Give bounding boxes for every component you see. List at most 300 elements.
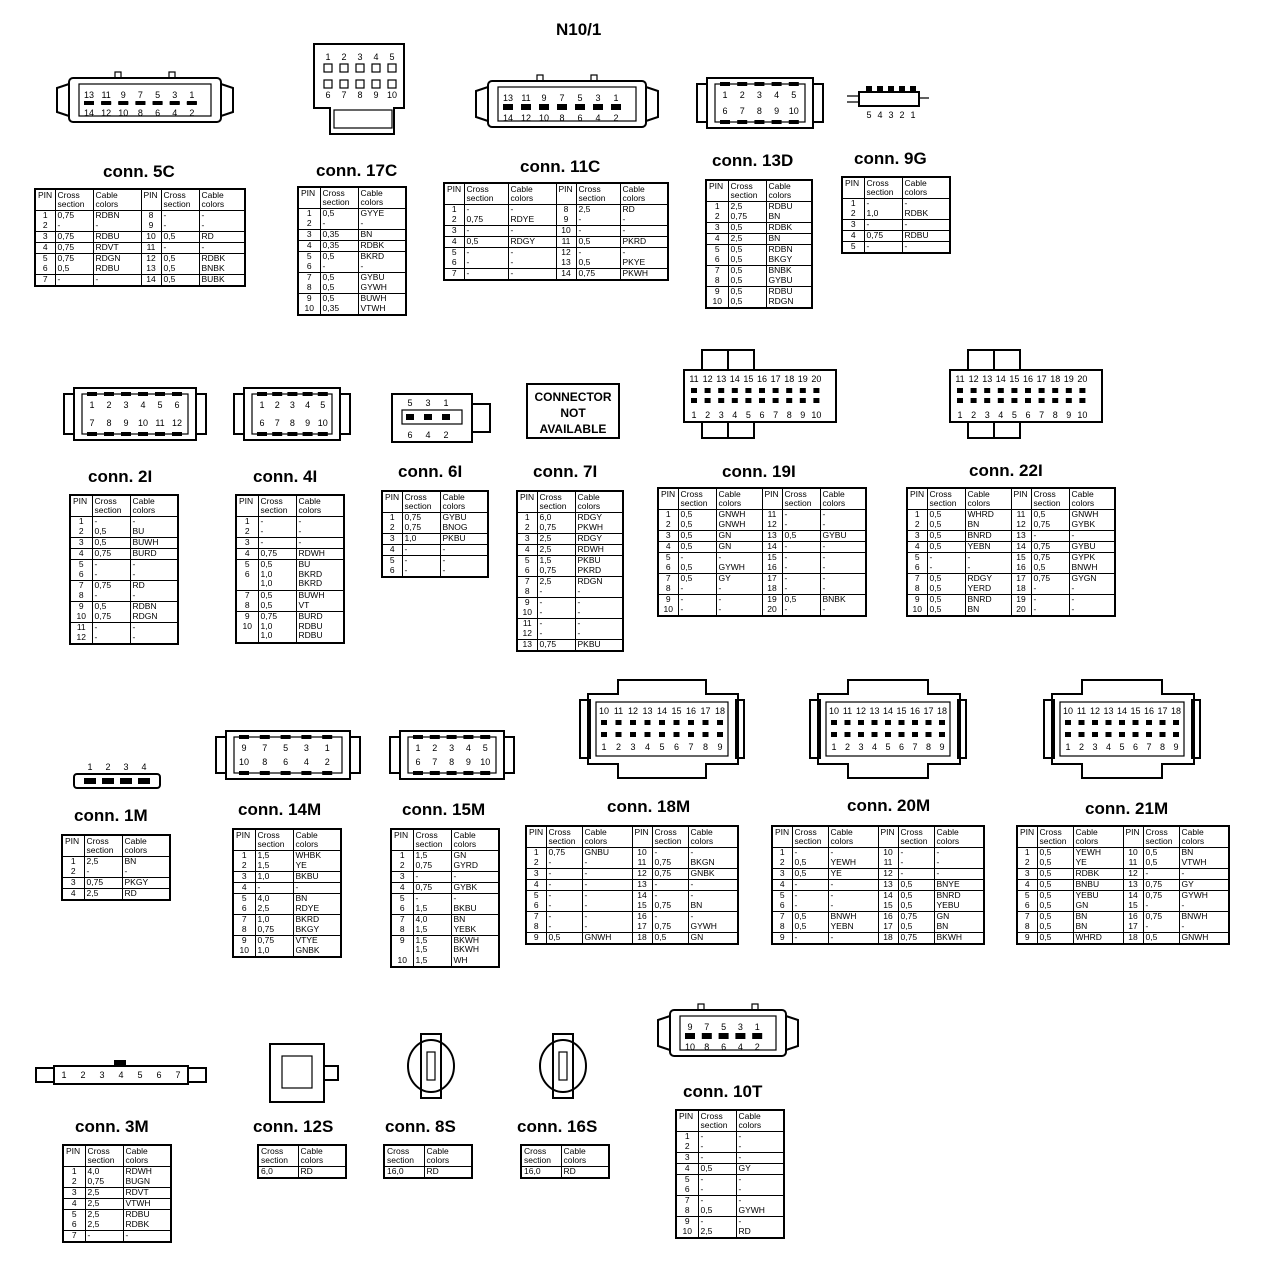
cross-section-cell: 1,5 bbox=[413, 956, 451, 967]
pin-contact bbox=[813, 398, 819, 403]
cable-color-cell: PKWH bbox=[575, 523, 623, 534]
pin-contact bbox=[575, 104, 585, 107]
cable-color-cell: - bbox=[820, 584, 866, 595]
pin-number-label: 3 bbox=[718, 410, 724, 420]
cable-color-cell: GNWH bbox=[716, 520, 762, 531]
cross-section-header: Cross section bbox=[258, 495, 296, 517]
pin-number-label: 13 bbox=[642, 706, 653, 716]
table-row bbox=[63, 1210, 171, 1221]
cable-colors-header: Cable colors bbox=[766, 180, 812, 202]
pin-number: 2 bbox=[382, 523, 402, 534]
cable-colors-header: Cable colors bbox=[1073, 826, 1123, 848]
cable-color-cell: - bbox=[820, 574, 866, 585]
cross-section-cell: - bbox=[898, 869, 934, 880]
cable-colors-header: Cable colors bbox=[451, 829, 499, 851]
pin-contact bbox=[138, 392, 148, 396]
pin-number: 3 bbox=[444, 226, 464, 237]
pin-number-label: 6 bbox=[415, 757, 421, 767]
cable-color-cell: GNWH bbox=[716, 510, 762, 521]
cross-section-cell: 2,5 bbox=[537, 534, 575, 545]
cross-section-cell: 1,5 bbox=[413, 925, 451, 936]
pin-header: PIN bbox=[391, 829, 413, 851]
pin-number: 9 bbox=[391, 936, 413, 957]
table-row bbox=[517, 640, 623, 652]
cross-section-cell: 0,75 bbox=[1031, 542, 1069, 553]
cable-color-cell: GY bbox=[1179, 880, 1229, 891]
table-row bbox=[706, 202, 812, 213]
pin-number-label: 5 bbox=[791, 90, 797, 100]
cable-color-cell: RDVT bbox=[123, 1188, 171, 1199]
pin-number-label: 6 bbox=[156, 1070, 162, 1080]
pin-contact bbox=[539, 107, 549, 110]
table-row bbox=[382, 566, 488, 577]
cross-section-cell: 2,5 bbox=[85, 1188, 123, 1199]
cross-section-header: Cross section bbox=[678, 488, 716, 510]
table-row bbox=[236, 538, 344, 549]
pin-number: 7 bbox=[1017, 912, 1037, 923]
pin-contact bbox=[521, 104, 531, 107]
cross-section-cell: 0,5 bbox=[1037, 858, 1073, 869]
pin-number: 3 bbox=[676, 1153, 698, 1164]
pin-contact bbox=[1119, 720, 1125, 725]
table-row bbox=[233, 904, 341, 915]
cross-section-cell: 0,75 bbox=[652, 858, 688, 869]
pin-number: 12 bbox=[556, 248, 576, 259]
pin-contact bbox=[691, 388, 697, 393]
cross-section-cell: - bbox=[652, 912, 688, 923]
table-row bbox=[298, 219, 406, 230]
cable-color-cell: GYBU bbox=[1069, 542, 1115, 553]
table-row bbox=[706, 212, 812, 223]
cable-color-cell: RDBU bbox=[766, 287, 812, 298]
pin-number-label: 7 bbox=[432, 757, 438, 767]
pin-contact bbox=[281, 735, 291, 739]
cross-section-cell: - bbox=[402, 566, 440, 577]
cross-section-cell: - bbox=[864, 242, 902, 254]
table-row bbox=[676, 1196, 784, 1207]
cable-colors-header: Cable colors bbox=[440, 491, 488, 513]
pin-contact bbox=[601, 732, 607, 737]
pin-number: 1 bbox=[526, 848, 546, 859]
cable-color-cell: RD bbox=[122, 889, 170, 901]
cross-section-cell: 0,5 bbox=[782, 595, 820, 606]
cable-color-cell: - bbox=[122, 867, 170, 878]
connector-drawing bbox=[406, 1030, 456, 1102]
cross-section-cell: - bbox=[698, 1185, 736, 1196]
table-row bbox=[444, 269, 668, 281]
table-row bbox=[70, 570, 178, 581]
cross-section-cell: - bbox=[652, 880, 688, 891]
pin-contact bbox=[957, 388, 963, 393]
pin-number-label: 14 bbox=[882, 706, 894, 716]
pin-number-label: 9 bbox=[465, 757, 471, 767]
cable-color-cell: BUWH bbox=[358, 294, 406, 305]
cable-color-cell: RDBK bbox=[199, 254, 245, 265]
table-row bbox=[391, 956, 499, 967]
pin-number: 1 bbox=[236, 517, 258, 528]
pin-contact bbox=[413, 735, 423, 739]
table-row bbox=[70, 549, 178, 560]
pin-contact bbox=[172, 392, 182, 396]
cable-color-cell: YEWH bbox=[1073, 848, 1123, 859]
pin-header: PIN bbox=[1123, 826, 1143, 848]
pin-number-label: 1 bbox=[61, 1070, 67, 1080]
pin-number-label: 4 bbox=[871, 742, 878, 752]
cross-section-cell: 0,5 bbox=[320, 252, 358, 263]
table-row bbox=[298, 252, 406, 263]
pin-contact bbox=[187, 102, 197, 105]
pin-contact bbox=[1119, 732, 1125, 737]
cross-section-cell: 0,5 bbox=[728, 223, 766, 234]
cable-color-cell: - bbox=[358, 262, 406, 273]
pin-contact bbox=[1039, 398, 1045, 403]
pin-contact bbox=[899, 720, 905, 725]
pin-number: 8 bbox=[772, 922, 792, 933]
pin-number-label: 10 bbox=[238, 757, 250, 767]
pin-number: 11 bbox=[556, 237, 576, 248]
pin-number-label: 6 bbox=[325, 90, 331, 100]
pin-contact bbox=[84, 778, 96, 784]
pin-contact bbox=[912, 732, 918, 737]
pin-contact bbox=[702, 1033, 712, 1036]
pin-number-label: 6 bbox=[898, 742, 905, 752]
cross-section-cell: 2,5 bbox=[728, 234, 766, 245]
pin-number-label: 2 bbox=[324, 757, 330, 767]
cable-color-cell: - bbox=[934, 858, 984, 869]
pin-number-label: 10 bbox=[386, 90, 398, 100]
cross-section-cell: - bbox=[782, 605, 820, 616]
pin-contact bbox=[971, 398, 977, 403]
connector-drawing bbox=[55, 70, 235, 130]
cross-section-cell: - bbox=[320, 262, 358, 273]
pin-contact bbox=[1025, 398, 1031, 403]
cross-section-cell: 0,75 bbox=[1031, 520, 1069, 531]
cable-color-cell: GNBU bbox=[582, 848, 632, 859]
pin-number-label: 1 bbox=[957, 410, 963, 420]
pin-number: 11 bbox=[1123, 858, 1143, 869]
pin-number: 5 bbox=[444, 248, 464, 259]
connector-title: conn. 13D bbox=[712, 151, 794, 170]
cross-section-cell: - bbox=[927, 553, 965, 564]
cable-colors-header: Cable colors bbox=[620, 183, 668, 205]
pin-number-label: 7 bbox=[739, 106, 745, 116]
pin-number-label: 5 bbox=[389, 52, 395, 62]
cross-section-cell: - bbox=[92, 591, 130, 602]
cable-color-cell: PKBU bbox=[575, 556, 623, 567]
cross-section-cell: 0,75 bbox=[258, 612, 296, 623]
cable-colors-header: Cable colors bbox=[902, 177, 950, 199]
pin-number-label: 7 bbox=[137, 90, 143, 100]
pin-header: PIN bbox=[632, 826, 652, 848]
table-row bbox=[62, 867, 170, 878]
pin-number: 11 bbox=[878, 858, 898, 869]
cross-section-cell: - bbox=[413, 872, 451, 883]
cross-section-cell: - bbox=[698, 1175, 736, 1186]
table-row bbox=[236, 612, 344, 623]
pin-number-label: 5 bbox=[577, 93, 583, 103]
cross-section-cell: 0,5 bbox=[792, 858, 828, 869]
cross-section-cell: - bbox=[92, 623, 130, 634]
cable-color-cell: RDGN bbox=[130, 612, 178, 623]
pin-number: 9 bbox=[907, 595, 927, 606]
cable-color-cell: PKBU bbox=[575, 640, 623, 652]
pin-number-label: 8 bbox=[1052, 410, 1058, 420]
connector-title: conn. 3M bbox=[75, 1117, 149, 1136]
pin-number: 4 bbox=[706, 234, 728, 245]
pin-number: 9 bbox=[772, 933, 792, 945]
pin-contact bbox=[430, 771, 440, 775]
table-row bbox=[658, 531, 866, 542]
pin-header: PIN bbox=[842, 177, 864, 199]
cable-color-cell: - bbox=[130, 591, 178, 602]
table-row bbox=[298, 241, 406, 252]
cross-section-cell: 0,5 bbox=[678, 531, 716, 542]
cable-color-cell: - bbox=[736, 1217, 784, 1228]
cross-section-cell: 0,75 bbox=[652, 901, 688, 912]
cross-section-cell: 1,5 bbox=[255, 851, 293, 862]
pin-number-label: 7 bbox=[1039, 410, 1045, 420]
pin-number: 1 bbox=[382, 513, 402, 524]
cross-section-cell: 0,5 bbox=[1143, 858, 1179, 869]
cross-section-cell: 0,5 bbox=[1031, 563, 1069, 574]
cable-color-cell: BKBU bbox=[451, 904, 499, 915]
pin-number: 4 bbox=[842, 231, 864, 242]
connector-drawing bbox=[232, 382, 352, 446]
pin-number-label: 2 bbox=[443, 430, 449, 440]
pin-number-label: 3 bbox=[858, 742, 864, 752]
pin-table bbox=[516, 490, 624, 652]
cross-section-header: Cross section bbox=[537, 491, 575, 513]
pin-contact bbox=[301, 735, 311, 739]
cable-color-cell: - bbox=[199, 211, 245, 222]
cable-color-cell: - bbox=[440, 566, 488, 577]
cross-section-cell: - bbox=[792, 880, 828, 891]
cable-color-cell: - bbox=[620, 215, 668, 226]
cable-color-cell: - bbox=[582, 912, 632, 923]
cable-color-cell: YE bbox=[293, 861, 341, 872]
cable-color-cell: - bbox=[820, 510, 866, 521]
cross-section-cell: 1,0 bbox=[864, 209, 902, 220]
cable-color-cell: - bbox=[130, 560, 178, 571]
pin-number: 12 bbox=[632, 869, 652, 880]
cross-section-cell: 0,75 bbox=[55, 232, 93, 243]
connector-drawing bbox=[388, 725, 516, 785]
table-row bbox=[526, 901, 738, 912]
pin-number: 2 bbox=[233, 861, 255, 872]
cable-color-cell: - bbox=[934, 848, 984, 859]
cable-color-cell: BU bbox=[130, 527, 178, 538]
pin-number: 1 bbox=[658, 510, 678, 521]
table-row bbox=[526, 848, 738, 859]
cable-color-cell: BUBK bbox=[199, 275, 245, 287]
cross-section-cell: 0,5 bbox=[320, 283, 358, 294]
pin-contact bbox=[735, 1036, 745, 1039]
cable-color-cell: - bbox=[736, 1175, 784, 1186]
cross-section-cell: 1,5 bbox=[413, 851, 451, 862]
cable-color-cell: - bbox=[582, 901, 632, 912]
cable-color-cell: - bbox=[736, 1142, 784, 1153]
table-row bbox=[391, 861, 499, 872]
pin-contact bbox=[155, 392, 165, 396]
table-row bbox=[70, 612, 178, 623]
pin-number: 1 bbox=[298, 209, 320, 220]
pin-number: 12 bbox=[762, 520, 782, 531]
cross-section-cell: 0,5 bbox=[927, 531, 965, 542]
cable-color-cell: - bbox=[130, 570, 178, 581]
pin-number-label: 10 bbox=[118, 108, 129, 118]
cable-colors-header: Cable colors bbox=[965, 488, 1011, 510]
pin-number-label: 4 bbox=[644, 742, 651, 752]
pin-number: 9 bbox=[141, 221, 161, 232]
cross-section-cell: - bbox=[464, 226, 508, 237]
pin-contact bbox=[322, 771, 332, 775]
pin-number: 7 bbox=[526, 912, 546, 923]
cross-section-cell: 0,75 bbox=[402, 513, 440, 524]
pin-number-label: 1 bbox=[325, 52, 331, 62]
pin-number: 1 bbox=[907, 510, 927, 521]
table-row bbox=[772, 848, 984, 859]
pin-contact bbox=[447, 735, 457, 739]
table-row bbox=[706, 223, 812, 234]
cross-section-cell: - bbox=[782, 574, 820, 585]
pin-table bbox=[257, 1144, 347, 1179]
pin-number: 11 bbox=[70, 623, 92, 634]
cross-section-cell: 0,75 bbox=[255, 936, 293, 947]
cross-section-cell: 0,75 bbox=[413, 883, 451, 894]
cross-section-cell: 2,5 bbox=[255, 904, 293, 915]
pin-number-label: 2 bbox=[274, 400, 280, 410]
cross-section-cell: - bbox=[546, 869, 582, 880]
pin-number-label: 5 bbox=[157, 400, 163, 410]
pin-number: 5 bbox=[35, 254, 55, 265]
pin-contact bbox=[718, 398, 724, 403]
pin-number: 4 bbox=[391, 883, 413, 894]
cable-color-cell: BKBU bbox=[293, 872, 341, 883]
pin-number-label: 3 bbox=[1092, 742, 1098, 752]
pin-number: 3 bbox=[35, 232, 55, 243]
table-row bbox=[62, 857, 170, 868]
table-row bbox=[236, 591, 344, 602]
cable-color-cell: YE bbox=[1073, 858, 1123, 869]
pin-contact bbox=[87, 432, 97, 436]
pin-number-label: 8 bbox=[704, 1042, 710, 1052]
cable-color-cell: - bbox=[199, 221, 245, 232]
pin-number: 2 bbox=[772, 858, 792, 869]
pin-number-label: 8 bbox=[106, 418, 112, 428]
connector-title: conn. 10T bbox=[683, 1082, 763, 1101]
pin-number: 7 bbox=[907, 574, 927, 585]
cross-section-cell: 0,5 bbox=[1037, 912, 1073, 923]
table-row bbox=[70, 591, 178, 602]
pin-number: 2 bbox=[526, 858, 546, 869]
table-row bbox=[907, 605, 1115, 616]
cable-color-cell: - bbox=[820, 563, 866, 574]
cross-section-cell: 2,5 bbox=[728, 202, 766, 213]
pin-number-label: 5 bbox=[866, 110, 872, 120]
pin-number-label: 18 bbox=[1170, 706, 1182, 716]
pin-number: 17 bbox=[1123, 922, 1143, 933]
cross-section-cell: 0,75 bbox=[258, 549, 296, 560]
cross-section-cell: 0,5 bbox=[1037, 922, 1073, 933]
pin-number-label: 17 bbox=[1036, 374, 1047, 384]
pin-contact bbox=[104, 392, 114, 396]
pin-number: 5 bbox=[706, 245, 728, 256]
pin-contact bbox=[630, 720, 636, 725]
pin-number: 10 bbox=[907, 605, 927, 616]
cross-section-cell: 0,75 bbox=[1143, 880, 1179, 891]
cable-color-cell: BNBU bbox=[1073, 880, 1123, 891]
pin-table bbox=[61, 834, 171, 901]
pin-number: 18 bbox=[1011, 584, 1031, 595]
table-row bbox=[658, 520, 866, 531]
cable-color-cell: RDBU bbox=[93, 264, 141, 275]
cross-section-cell: - bbox=[402, 556, 440, 567]
cross-section-cell: 0,75 bbox=[576, 269, 620, 281]
pin-number: 9 bbox=[236, 612, 258, 623]
pin-contact bbox=[719, 1033, 729, 1036]
pin-contact bbox=[772, 82, 782, 86]
pin-contact bbox=[910, 86, 916, 92]
pin-number-label: 13 bbox=[869, 706, 880, 716]
pin-number: 5 bbox=[233, 894, 255, 905]
pin-number: 1 bbox=[70, 517, 92, 528]
cable-color-cell: WHBK bbox=[293, 851, 341, 862]
cross-section-cell: - bbox=[464, 258, 508, 269]
pin-number: 1 bbox=[444, 205, 464, 216]
pin-number-label: 13 bbox=[982, 374, 993, 384]
cross-section-header: Cross section bbox=[464, 183, 508, 205]
pin-number-label: 16 bbox=[909, 706, 921, 716]
cable-color-cell: BKRD BKRD bbox=[296, 570, 344, 591]
pin-number-label: 7 bbox=[1146, 742, 1152, 752]
cross-section-cell: 0,75 bbox=[1031, 574, 1069, 585]
cross-section-header: Cross section bbox=[576, 183, 620, 205]
pin-number: 4 bbox=[1017, 880, 1037, 891]
pin-number-label: 2 bbox=[844, 742, 851, 752]
cross-section-header: Cross section bbox=[1037, 826, 1073, 848]
pin-contact bbox=[703, 732, 709, 737]
pin-contact bbox=[1079, 720, 1085, 725]
pin-contact bbox=[1133, 732, 1139, 737]
connector-not-available-label: CONNECTOR NOT AVAILABLE bbox=[526, 383, 620, 439]
pin-number-label: 7 bbox=[341, 90, 347, 100]
cross-section-cell: 0,5 bbox=[678, 574, 716, 585]
pin-number-label: 4 bbox=[1105, 742, 1112, 752]
cross-section-cell: 0,5 bbox=[678, 563, 716, 574]
cross-section-cell: 0,75 bbox=[84, 878, 122, 889]
cable-color-cell: - bbox=[582, 880, 632, 891]
pin-number-label: 3 bbox=[425, 398, 431, 408]
pin-number: 6 bbox=[658, 563, 678, 574]
cross-section-cell: 0,75 bbox=[92, 612, 130, 623]
pin-contact bbox=[858, 732, 864, 737]
pin-number: 4 bbox=[236, 549, 258, 560]
pin-table bbox=[675, 1109, 785, 1239]
cable-color-cell: GYWH bbox=[1179, 891, 1229, 902]
pin-number-label: 3 bbox=[449, 743, 455, 753]
table-row bbox=[517, 608, 623, 619]
cable-color-cell: GNBK bbox=[293, 946, 341, 957]
pin-number: 7 bbox=[63, 1231, 85, 1243]
pin-table bbox=[390, 828, 500, 968]
pin-number: 5 bbox=[772, 891, 792, 902]
cross-section-cell: 0,5 bbox=[161, 275, 199, 287]
pin-number-label: 4 bbox=[425, 430, 431, 440]
pin-table bbox=[1016, 825, 1230, 945]
pin-number-label: 2 bbox=[1078, 742, 1085, 752]
pin-number: 9 bbox=[676, 1217, 698, 1228]
cross-section-cell: - bbox=[678, 584, 716, 595]
